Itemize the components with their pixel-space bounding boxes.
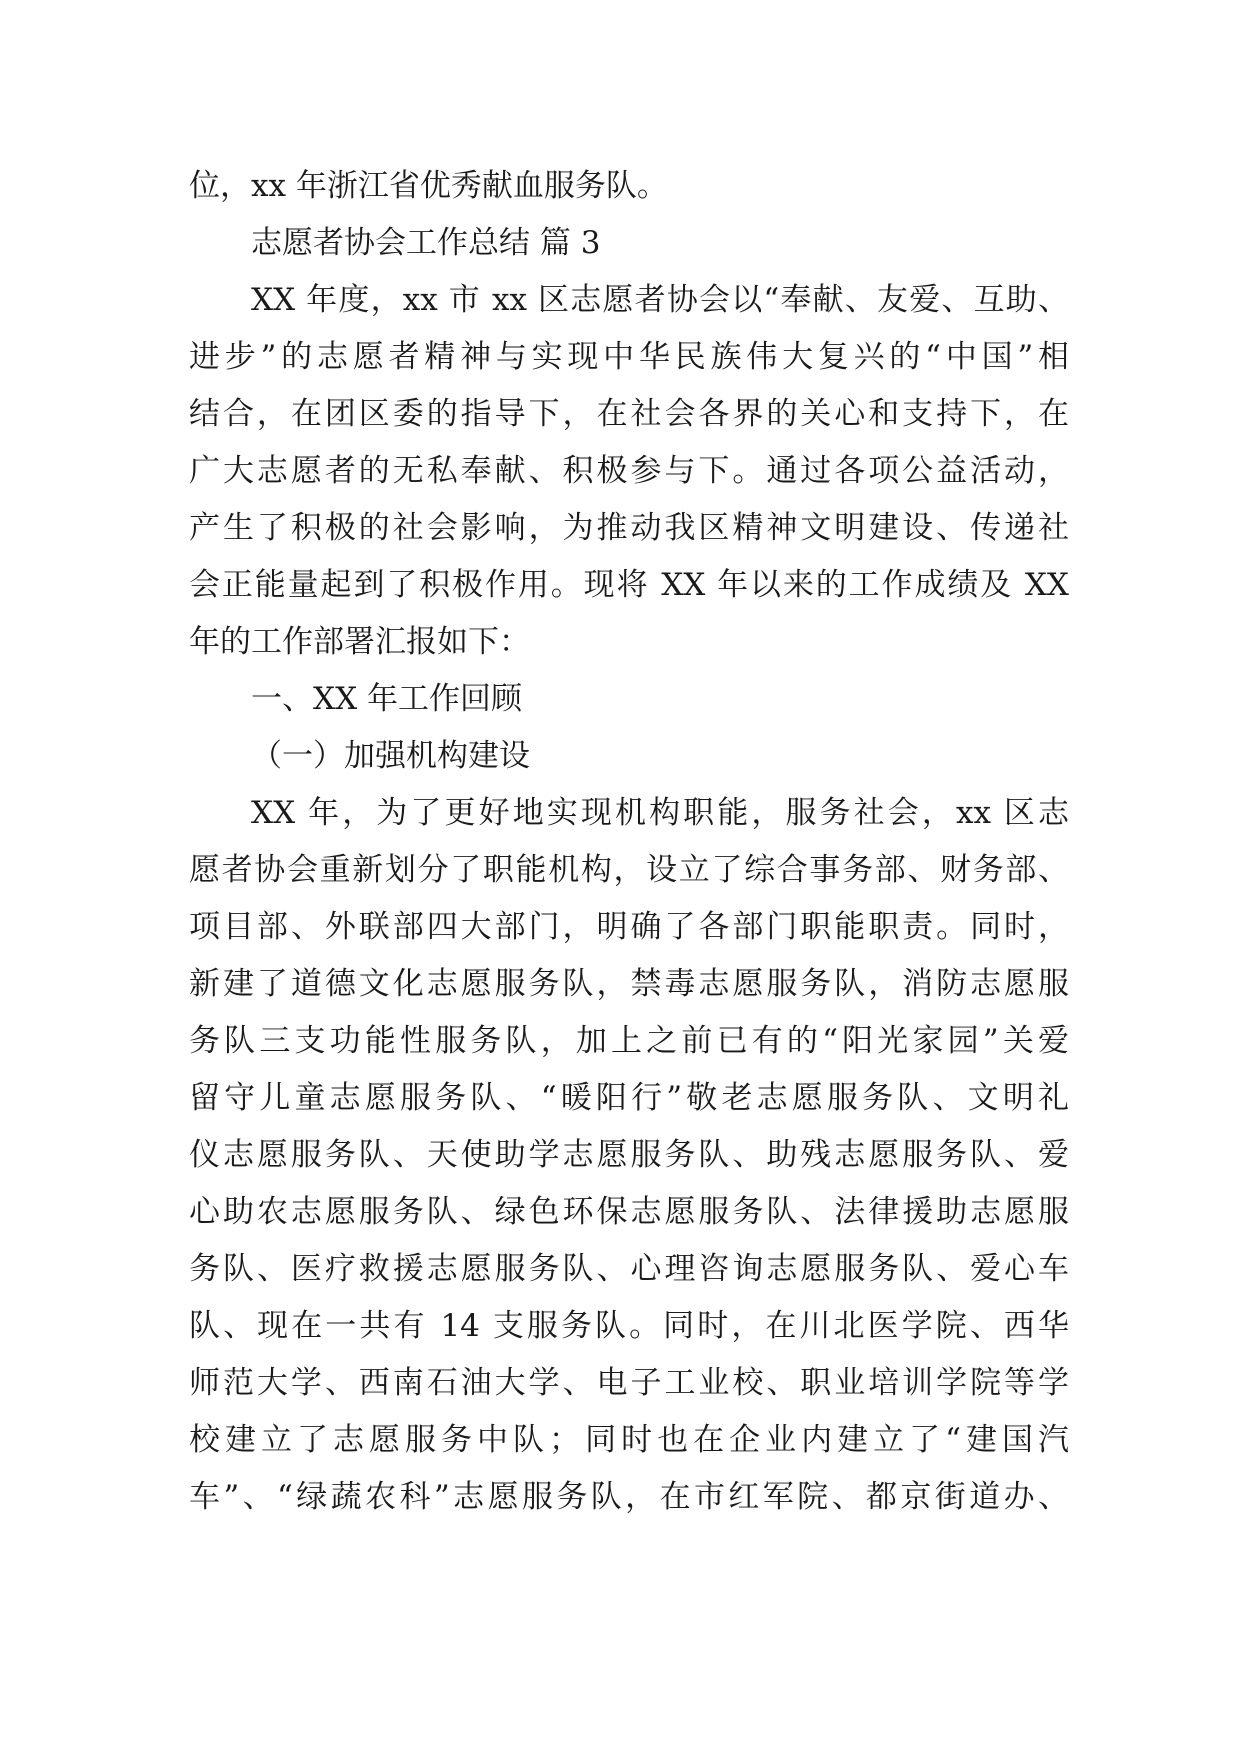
text-line: 愿者协会重新划分了职能机构，设立了综合事务部、财务部、 (189, 852, 1069, 888)
text-line: 年的工作部署汇报如下： (189, 624, 530, 660)
text-line: 进步”的志愿者精神与实现中华民族伟大复兴的“中国”相 (189, 339, 1069, 375)
text-line: 务队、医疗救援志愿服务队、心理咨询志愿服务队、爱心车 (189, 1251, 1069, 1287)
text-line: 队、现在一共有 14 支服务队。同时，在川北医学院、西华 (189, 1308, 1069, 1344)
text-line: 位，xx 年浙江省优秀献血服务队。 (189, 168, 668, 204)
text-line: 产生了积极的社会影响，为推动我区精神文明建设、传递社 (189, 510, 1069, 546)
text-line: 留守儿童志愿服务队、“暖阳行”敬老志愿服务队、文明礼 (189, 1080, 1069, 1116)
text-line: 务队三支功能性服务队，加上之前已有的“阳光家园”关爱 (189, 1023, 1069, 1059)
text-line: 车”、“绿蔬农科”志愿服务队，在市红军院、都京街道办、 (189, 1479, 1069, 1515)
text-line: 师范大学、西南石油大学、电子工业校、职业培训学院等学 (189, 1365, 1069, 1401)
text-line: 新建了道德文化志愿服务队，禁毒志愿服务队，消防志愿服 (189, 966, 1069, 1002)
text-line: 广大志愿者的无私奉献、积极参与下。通过各项公益活动， (189, 453, 1069, 489)
text-line: 项目部、外联部四大部门，明确了各部门职能职责。同时， (189, 909, 1069, 945)
text-line: 会正能量起到了积极作用。现将 XX 年以来的工作成绩及 XX (189, 567, 1069, 603)
text-line: XX 年，为了更好地实现机构职能，服务社会，xx 区志 (251, 795, 1069, 831)
text-line: XX 年度，xx 市 xx 区志愿者协会以“奉献、友爱、互助、 (251, 282, 1069, 318)
text-line: 仪志愿服务队、天使助学志愿服务队、助残志愿服务队、爱 (189, 1137, 1069, 1173)
document-body (189, 158, 1069, 1526)
section-heading: 一、XX 年工作回顾 (251, 681, 522, 717)
text-line: 心助农志愿服务队、绿色环保志愿服务队、法律援助志愿服 (189, 1194, 1069, 1230)
subsection-heading: （一）加强机构建设 (251, 738, 530, 774)
text-line: 校建立了志愿服务中队；同时也在企业内建立了“建国汽 (189, 1422, 1069, 1458)
section-title: 志愿者协会工作总结 篇 3 (251, 225, 601, 261)
text-line: 结合，在团区委的指导下，在社会各界的关心和支持下，在 (189, 396, 1069, 432)
